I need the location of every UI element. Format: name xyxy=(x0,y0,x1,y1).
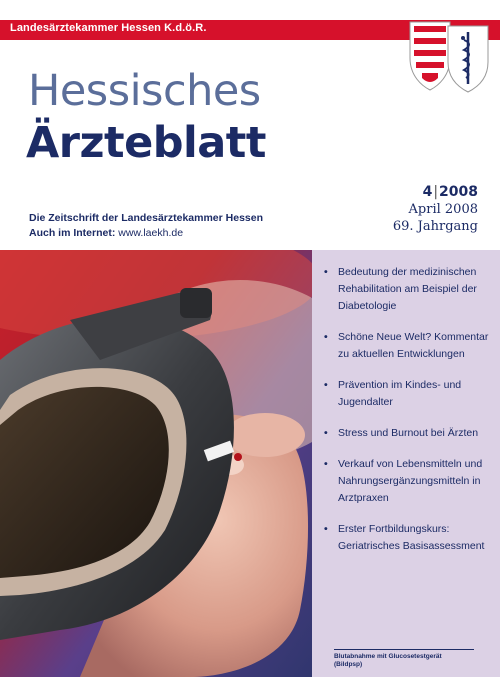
title-line-1: Hessisches xyxy=(28,66,261,116)
bullet-icon: • xyxy=(324,523,328,535)
toc-item-text: Verkauf von Lebensmitteln und Nahrungsergänzungsmitteln in Arztpraxen xyxy=(338,458,483,504)
bullet-icon: • xyxy=(324,458,328,470)
bullet-icon: • xyxy=(324,427,328,439)
contents-panel xyxy=(312,250,500,677)
issue-number: 4|2008 xyxy=(422,184,478,200)
website-link[interactable]: www.laekh.de xyxy=(118,227,184,239)
toc-item[interactable] xyxy=(324,521,496,555)
toc-item-text: Erster Fortbildungskurs: Geriatrisches Basisassessment xyxy=(338,523,485,552)
toc-item[interactable] xyxy=(324,377,496,411)
caption-line-2: (Bildpsp) xyxy=(334,661,363,668)
internet-line xyxy=(29,227,183,239)
photo-caption xyxy=(334,649,474,669)
internet-label: Auch im Internet: xyxy=(29,227,116,239)
bullet-icon: • xyxy=(324,331,328,343)
toc-item[interactable] xyxy=(324,264,496,315)
toc-item[interactable] xyxy=(324,425,496,442)
toc-item[interactable] xyxy=(324,456,496,507)
issue-number-value: 4 xyxy=(422,184,433,200)
toc-item-text: Stress und Burnout bei Ärzten xyxy=(338,427,479,439)
issue-volume: 69. Jahrgang xyxy=(392,219,478,234)
table-of-contents xyxy=(324,264,496,569)
coat-of-arms-logo xyxy=(408,18,490,94)
toc-item-text: Bedeutung der medizinischen Rehabilitation am Beispiel der Diabetologie xyxy=(338,266,477,312)
cover-photo-glucose-meter xyxy=(0,250,312,677)
magazine-subtitle: Die Zeitschrift der Landesärztekammer Hessen xyxy=(29,212,264,224)
bullet-icon: • xyxy=(324,266,328,278)
publisher-name: Landesärztekammer Hessen K.d.ö.R. xyxy=(10,22,207,34)
toc-item[interactable] xyxy=(324,329,496,363)
bullet-icon: • xyxy=(324,379,328,391)
title-line-2: Ärzteblatt xyxy=(26,118,266,168)
toc-item-text: Schöne Neue Welt? Kommentar zu aktuellen Entwicklungen xyxy=(338,331,489,360)
issue-date: April 2008 xyxy=(408,202,478,217)
caption-line-1: Blutabnahme mit Glucosetestgerät xyxy=(334,653,442,660)
issue-year: 2008 xyxy=(439,184,478,200)
toc-item-text: Prävention im Kindes- und Jugendalter xyxy=(338,379,462,408)
issue-info xyxy=(393,184,478,234)
